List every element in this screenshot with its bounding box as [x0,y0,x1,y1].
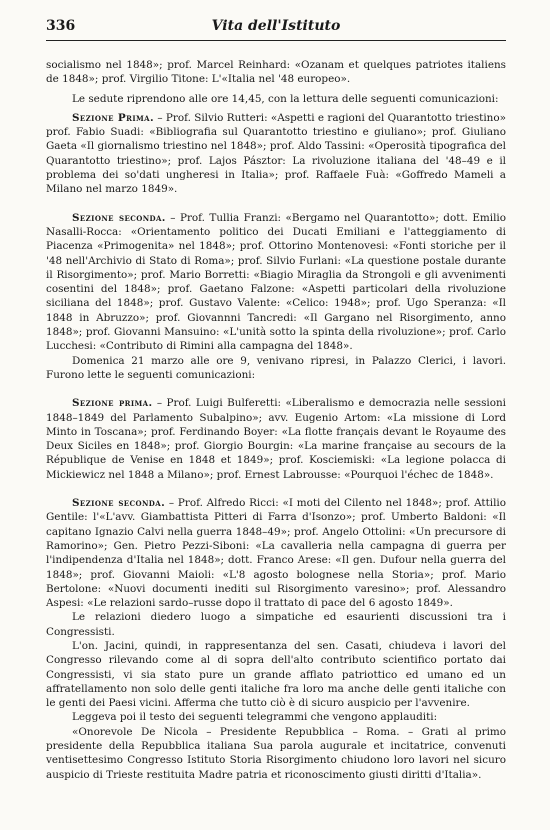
paragraph-text: – Prof. Luigi Bulferetti: «Liberalismo e democrazia nelle sessioni 1848–1849 del Parlamento Subalpino»; avv. Eugenio Artom: «La missione di Lord Minto in Toscana»; prof. Ferdinando Boyer: «La flotte français devant le Royaume des Deux Siciles en 1848»; prof. Giorgio Bourgin: «La marine française au secours de la République de Venise en 1848 et 1849»; prof. Kosciemiski: «La legione polacca di Mickiewicz nel 1848 a Milano»; prof. Ernest Labrousse: «Pourquoi l'échec de 1848». [46,397,506,481]
paragraph-text: Leggeva poi il testo dei seguenti telegrammi che vengono applauditi: [72,711,438,724]
section-paragraph [46,396,506,482]
paragraph-text: L'on. Jacini, quindi, in rappresentanza del sen. Casati, chiudeva i lavori del Congresso rilevando come al di sopra dell'alto contributo scientifico portato dai Congressisti, vi sia stato pure un grande afflato patriottico ed umano ed un affratellamento non solo delle genti italiche fra loro ma anche delle genti italiche con le genti dei Paesi vicini. Afferma che tutto ciò è di sicuro auspicio per l'avvenire. [46,639,506,710]
page-number: 336 [46,18,76,34]
page-body [46,58,506,782]
paragraph-text: «Onorevole De Nicola – Presidente Repubblica – Roma. – Grati al primo presidente della Repubblica italiana Sua parola augurale et incitatrice, convenuti ventisettesimo Congresso Istituto Storia Risorgimento chiudono loro lavori nel sicuro auspicio di Trieste restituita Madre patria et riconoscimento giusti diritti d'Italia». [46,725,506,781]
paragraph-text: – Prof. Tullia Franzi: «Bergamo nel Quarantotto»; dott. Emilio Nasalli-Rocca: «Orientamento politico dei Ducati Emiliani e l'atteggiamento di Piacenza «Primogenita» nel 1848»; prof. Ottorino Montenovesi: «Fonti storiche per il '48 nell'Archivio di Stato di Roma»; prof. Silvio Furlani: «La questione postale durante il Risorgimento»; prof. Mario Borretti: «Biagio Miraglia da Strongoli e gli avvenimenti cosentini del 1848»; prof. Gaetano Falzone: «Aspetti particolari della rivoluzione siciliana del 1848»; prof. Gustavo Valente: «Celico: 1948»; prof. Ugo Speranza: «Il 1848 in Abruzzo»; prof. Giovannni Tancredi: «Il Gargano nel Risorgimento, anno 1848»; prof. Giovanni Mansuino: «L'unità sotto la spinta della rivoluzione»; prof. Carlo Lucchesi: «Contributo di Rimini alla campagna del 1848». [46,211,506,353]
section-paragraph [46,496,506,610]
paragraph [46,639,506,710]
running-title: Vita dell'Istituto [211,18,341,34]
section-heading: Sezione prima. [72,397,153,410]
section-paragraph [46,111,506,197]
paragraph [46,354,506,383]
section-heading: Sezione Prima. [72,111,155,124]
paragraph-text: Le sedute riprendono alle ore 14,45, con la lettura delle seguenti comunicazioni: [72,92,499,105]
paragraph-text: Le relazioni diedero luogo a simpatiche ed esaurienti discussioni tra i Congressisti. [46,611,506,638]
paragraph-text: Domenica 21 marzo alle ore 9, venivano ripresi, in Palazzo Clerici, i lavori. Furono lette le seguenti comunicazioni: [46,354,506,381]
section-paragraph [46,211,506,354]
paragraph [46,58,506,87]
page-header [46,18,506,41]
paragraph [46,725,506,782]
paragraph [46,92,506,106]
paragraph-text: – Prof. Silvio Rutteri: «Aspetti e ragioni del Quarantotto triestino» prof. Fabio Suadi: «Bibliografia sul Quarantotto triestino e giuliano»; prof. Giuliano Gaeta «Il giornalismo triestino nel 1848»; prof. Aldo Tassini: «Operosità tipografica del Quarantotto triestino»; prof. Lajos Pásztor: La rivoluzione italiana del '48–49 e il problema dei so'dati ungheresi in Italia»; prof. Raffaele Fuà: «Goffredo Mameli a Milano nel marzo 1849». [46,111,506,196]
paragraph [46,610,506,639]
paragraph-text: – Prof. Alfredo Ricci: «I moti del Cilento nel 1848»; prof. Attilio Gentile: l'«L'avv. Giambattista Pitteri di Farra d'Isonzo»; prof. Umberto Baldoni: «Il capitano Ignazio Calvi nella guerra 1848–49»; prof. Angelo Ottolini: «Un precursore di Ramorino»; Gen. Pietro Pezzi-Siboni: «La cavalleria nella campagna di guerra per l'indipendenza d'Italia nel 1848»; dott. Franco Arese: «Il gen. Dufour nella guerra del 1848»; prof. Giovanni Maioli: «L'8 agosto bolognese nella Storia»; prof. Mario Bertolone: «Nuovi documenti inediti sul Risorgimento varesino»; prof. Alessandro Aspesi: «Le relazioni sardo–russe dopo il trattato di pace del 6 agosto 1849». [46,497,506,610]
paragraph-text: socialismo nel 1848»; prof. Marcel Reinhard: «Ozanam et quelques patriotes italiens de 1848»; prof. Virgilio Titone: L'«Italia nel '48 europeo». [46,59,506,86]
paragraph [46,710,506,724]
section-heading: Sezione seconda. [72,497,166,510]
section-heading: Sezione seconda. [72,211,166,224]
